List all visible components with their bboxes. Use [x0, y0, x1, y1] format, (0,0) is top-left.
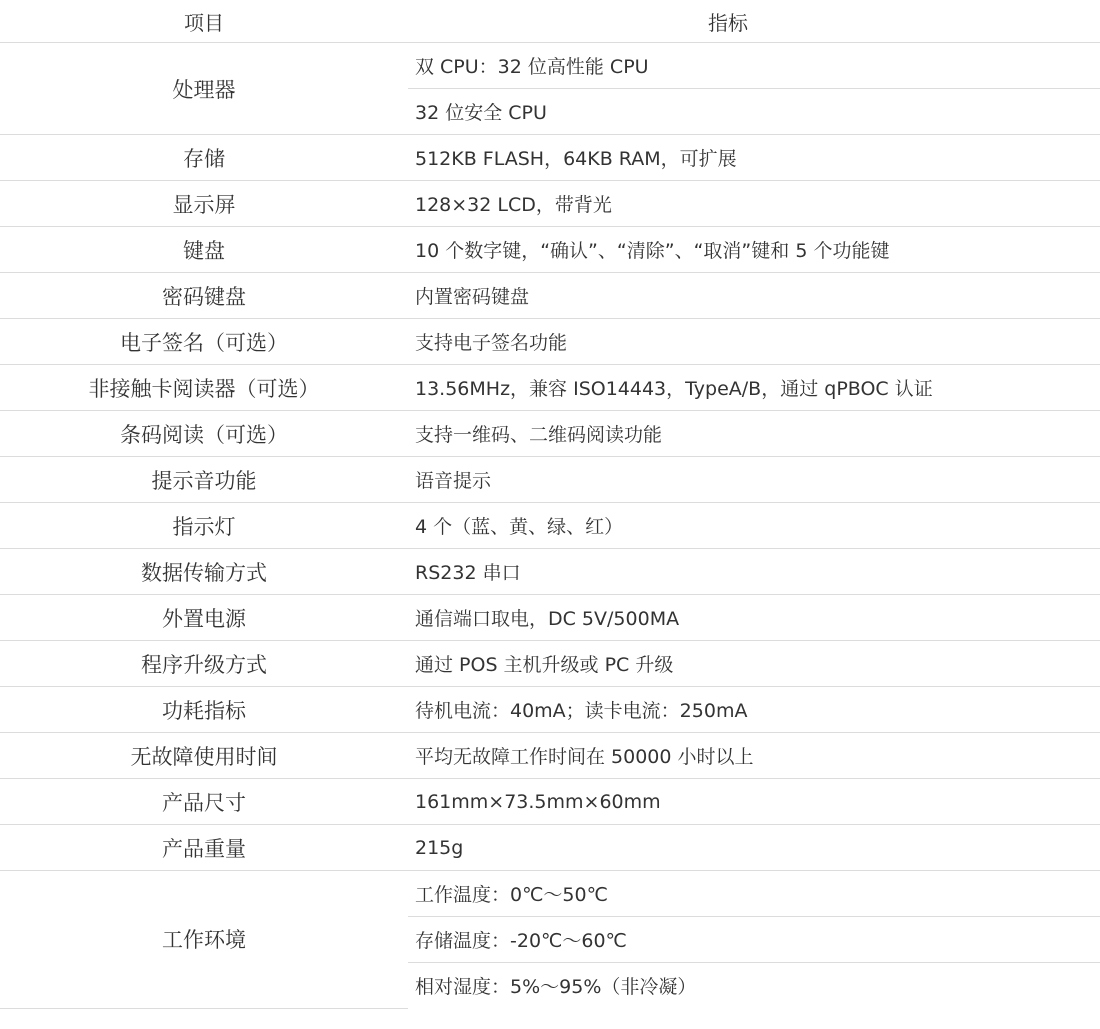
spec-item-label: 提示音功能 [0, 457, 408, 503]
table-row [0, 733, 1100, 779]
table-row [0, 825, 1100, 871]
spec-item-label: 处理器 [0, 43, 408, 135]
table-header-row [0, 0, 1100, 43]
spec-item-label: 非接触卡阅读器（可选） [0, 365, 408, 411]
spec-value: 支持一维码、二维码阅读功能 [408, 411, 1100, 457]
table-row [0, 365, 1100, 411]
header-item: 项目 [0, 0, 408, 43]
spec-value: 215g [408, 825, 1100, 871]
spec-value: 工作温度：0℃～50℃ [408, 871, 1100, 917]
spec-value: 待机电流：40mA；读卡电流：250mA [408, 687, 1100, 733]
table-row [0, 457, 1100, 503]
spec-value: 内置密码键盘 [408, 273, 1100, 319]
spec-item-label: 产品重量 [0, 825, 408, 871]
spec-value: 512KB FLASH，64KB RAM，可扩展 [408, 135, 1100, 181]
table-row [0, 181, 1100, 227]
table-row [0, 135, 1100, 181]
table-row [0, 43, 1100, 89]
spec-item-label: 外置电源 [0, 595, 408, 641]
spec-item-label: 数据传输方式 [0, 549, 408, 595]
header-value: 指标 [408, 0, 1100, 43]
table-row [0, 319, 1100, 365]
spec-value: 10 个数字键，“确认”、“清除”、“取消”键和 5 个功能键 [408, 227, 1100, 273]
table-row [0, 411, 1100, 457]
spec-value: 双 CPU：32 位高性能 CPU [408, 43, 1100, 89]
spec-value: 通过 POS 主机升级或 PC 升级 [408, 641, 1100, 687]
spec-value: 161mm×73.5mm×60mm [408, 779, 1100, 825]
spec-item-label: 功耗指标 [0, 687, 408, 733]
spec-item-label: 条码阅读（可选） [0, 411, 408, 457]
table-row [0, 549, 1100, 595]
spec-value: 32 位安全 CPU [408, 89, 1100, 135]
spec-item-label: 指示灯 [0, 503, 408, 549]
spec-value: 存储温度：-20℃～60℃ [408, 917, 1100, 963]
table-row [0, 227, 1100, 273]
table-row [0, 779, 1100, 825]
spec-item-label: 无故障使用时间 [0, 733, 408, 779]
spec-value: 支持电子签名功能 [408, 319, 1100, 365]
spec-value: RS232 串口 [408, 549, 1100, 595]
table-row [0, 503, 1100, 549]
table-row [0, 595, 1100, 641]
spec-item-label: 键盘 [0, 227, 408, 273]
spec-value: 相对湿度：5%～95%（非冷凝） [415, 976, 697, 998]
spec-value: 通信端口取电，DC 5V/500MA [408, 595, 1100, 641]
table-row [0, 641, 1100, 687]
table-row [0, 871, 1100, 917]
spec-table-body [0, 43, 1100, 1009]
spec-value: 语音提示 [408, 457, 1100, 503]
spec-value: 4 个（蓝、黄、绿、红） [408, 503, 1100, 549]
table-row [0, 273, 1100, 319]
spec-item-label: 密码键盘 [0, 273, 408, 319]
spec-item-label: 工作环境 [0, 871, 408, 1009]
table-row [0, 687, 1100, 733]
spec-item-label: 产品尺寸 [0, 779, 408, 825]
spec-value: 平均无故障工作时间在 50000 小时以上 [408, 733, 1100, 779]
spec-item-label: 电子签名（可选） [0, 319, 408, 365]
spec-item-label: 存储 [0, 135, 408, 181]
spec-item-label: 程序升级方式 [0, 641, 408, 687]
spec-value: 13.56MHz，兼容 ISO14443，TypeA/B，通过 qPBOC 认证 [408, 365, 1100, 411]
spec-item-label: 显示屏 [0, 181, 408, 227]
spec-value: 128×32 LCD，带背光 [408, 181, 1100, 227]
